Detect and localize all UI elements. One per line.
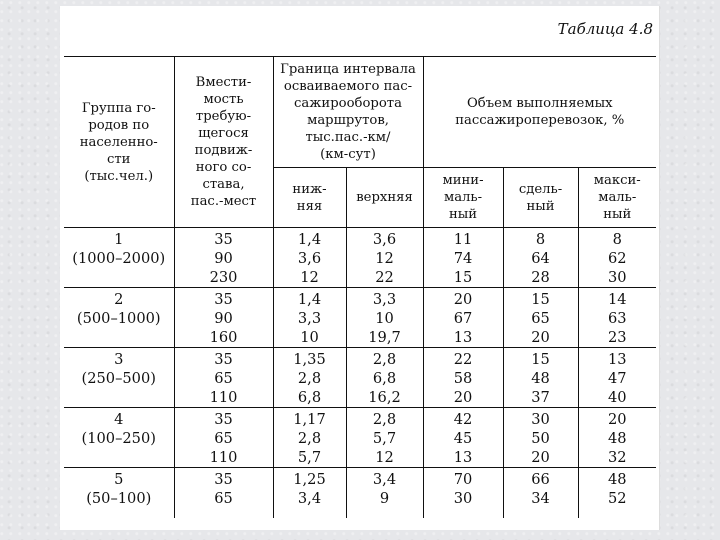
cell-line: 65: [214, 370, 233, 387]
cell-line: 9: [379, 490, 390, 507]
cell-line: пассажироперевозок, %: [455, 113, 625, 128]
cell-line: (250–500): [81, 370, 156, 387]
cell-line: маршрутов,: [307, 113, 389, 128]
cell-max: [578, 348, 656, 408]
cell-line: 28: [531, 269, 550, 286]
cell-line: 2,8: [297, 430, 322, 447]
cell-line: 5: [114, 471, 124, 488]
cell-line: 12: [375, 449, 394, 466]
cell-lower: [273, 408, 346, 468]
cell-line: пас.-мест: [190, 194, 257, 209]
cell-group: [64, 468, 174, 518]
cell-line: 230: [209, 269, 238, 286]
cell-line: ный: [526, 198, 555, 214]
cell-min: [423, 228, 503, 288]
cell-line: 110: [209, 449, 238, 466]
cell-line: 12: [375, 250, 394, 267]
header-group: [64, 57, 174, 228]
cell-line: ного со-: [195, 160, 252, 175]
cell-capacity: [174, 288, 273, 348]
cell-line: 70: [453, 471, 473, 488]
cell-line: верхняя: [356, 190, 413, 205]
cell-upper: [346, 288, 423, 348]
cell-capacity: [174, 408, 273, 468]
cell-group: [64, 228, 174, 288]
cell-line: 66: [531, 471, 550, 488]
cell-group: [64, 348, 174, 408]
cell-line: 1,4: [297, 291, 322, 308]
cell-line: ный: [448, 207, 478, 222]
table-row: [64, 288, 656, 348]
cell-share: [503, 288, 578, 348]
table-row: [64, 468, 656, 518]
cell-line: 58: [453, 370, 473, 387]
cell-group: [64, 288, 174, 348]
cell-max: [578, 288, 656, 348]
cell-line: 3,3: [297, 310, 322, 327]
cell-line: Вмести-: [195, 75, 252, 90]
cell-line: (тыс.чел.): [84, 168, 154, 184]
cell-line: 160: [209, 329, 238, 346]
cell-line: 20: [531, 449, 550, 466]
cell-line: требую-: [195, 109, 252, 124]
cell-min: [423, 408, 503, 468]
cell-line: 6,8: [372, 370, 397, 387]
cell-line: 35: [214, 471, 233, 488]
cell-share: [503, 468, 578, 518]
cell-line: осваиваемого пас-: [283, 79, 413, 94]
cell-line: 67: [453, 310, 473, 327]
cell-line: 110: [209, 389, 238, 406]
cell-line: ниж-: [292, 181, 327, 197]
cell-line: 65: [214, 490, 233, 507]
cell-line: (50–100): [86, 490, 152, 507]
cell-line: 15: [453, 269, 473, 286]
cell-line: населенно-: [79, 134, 158, 150]
cell-line: ный: [603, 207, 632, 222]
table-row: [64, 348, 656, 408]
cell-capacity: [174, 348, 273, 408]
cell-line: 3,4: [297, 490, 322, 507]
cell-line: 34: [531, 490, 550, 507]
cell-capacity: [174, 468, 273, 518]
cell-line: 63: [607, 310, 627, 327]
cell-line: 22: [375, 269, 394, 286]
cell-line: щегося: [198, 126, 249, 141]
cell-line: маль-: [443, 190, 483, 205]
header-lower: [273, 168, 346, 228]
cell-line: 3,6: [372, 231, 397, 248]
cell-line: 48: [607, 430, 627, 447]
cell-line: (500–1000): [76, 310, 161, 327]
cell-max: [578, 408, 656, 468]
cell-line: 65: [531, 310, 550, 327]
cell-max: [578, 228, 656, 288]
cell-lower: [273, 348, 346, 408]
cell-line: 20: [607, 411, 627, 428]
cell-line: 22: [453, 351, 473, 368]
cell-line: 42: [453, 411, 473, 428]
cell-line: 8: [535, 231, 546, 248]
cell-line: 2,8: [372, 351, 397, 368]
cell-line: 3,4: [372, 471, 397, 488]
cell-share: [503, 348, 578, 408]
cell-min: [423, 288, 503, 348]
cell-upper: [346, 468, 423, 518]
cell-line: 52: [607, 490, 627, 507]
header-volume: [423, 57, 656, 168]
cell-line: подвиж-: [194, 143, 253, 158]
cell-line: става,: [202, 177, 245, 192]
cell-line: 37: [531, 389, 550, 406]
header-max: [578, 168, 656, 228]
cell-upper: [346, 408, 423, 468]
cell-line: 15: [531, 351, 550, 368]
cell-line: 15: [531, 291, 550, 308]
cell-line: 48: [607, 471, 627, 488]
cell-line: 90: [214, 310, 233, 327]
cell-share: [503, 408, 578, 468]
cell-line: 20: [453, 389, 473, 406]
cell-line: 62: [607, 250, 627, 267]
cell-lower: [273, 228, 346, 288]
cell-line: 13: [607, 351, 627, 368]
cell-line: родов по: [88, 117, 150, 133]
cell-line: 45: [453, 430, 473, 447]
cell-line: 14: [607, 291, 627, 308]
cell-line: 47: [607, 370, 627, 387]
cell-lower: [273, 468, 346, 518]
cell-line: 4: [114, 411, 124, 428]
cell-upper: [346, 348, 423, 408]
cell-line: 32: [607, 449, 627, 466]
cell-line: тыс.пас.-км/: [305, 130, 391, 145]
cell-line: мини-: [442, 173, 484, 188]
cell-line: 50: [531, 430, 550, 447]
cell-line: 1,4: [297, 231, 322, 248]
cell-line: 12: [300, 269, 319, 286]
cell-line: 8: [612, 231, 622, 248]
cell-line: 2,8: [297, 370, 322, 387]
cell-line: маль-: [598, 190, 637, 205]
cell-line: 5,7: [372, 430, 397, 447]
cell-line: 90: [214, 250, 233, 267]
cell-line: (1000–2000): [72, 250, 166, 267]
data-table: [64, 56, 656, 518]
cell-line: 13: [453, 449, 473, 466]
cell-line: Группа го-: [81, 100, 156, 116]
cell-line: 2,8: [372, 411, 397, 428]
header-capacity: [174, 57, 273, 228]
cell-line: 16,2: [368, 389, 401, 406]
cell-min: [423, 348, 503, 408]
cell-line: 30: [607, 269, 627, 286]
cell-line: 3,6: [297, 250, 322, 267]
cell-line: (км-сут): [320, 147, 376, 162]
cell-min: [423, 468, 503, 518]
cell-line: 19,7: [368, 329, 401, 346]
document-page: [60, 6, 660, 530]
cell-capacity: [174, 228, 273, 288]
cell-line: 74: [453, 250, 473, 267]
cell-line: макси-: [593, 173, 641, 188]
cell-line: 35: [214, 291, 233, 308]
header-interval: [273, 57, 423, 168]
cell-line: 3,3: [372, 291, 397, 308]
cell-line: 6,8: [297, 389, 322, 406]
cell-line: 20: [453, 291, 473, 308]
cell-line: 1,35: [293, 351, 326, 368]
cell-max: [578, 468, 656, 518]
cell-line: 10: [375, 310, 394, 327]
cell-line: 48: [531, 370, 550, 387]
cell-line: 1,17: [293, 411, 326, 428]
cell-share: [503, 228, 578, 288]
cell-line: 23: [607, 329, 627, 346]
cell-line: 1: [114, 231, 124, 248]
cell-line: 64: [531, 250, 550, 267]
cell-line: 2: [114, 291, 124, 308]
cell-line: 35: [214, 411, 233, 428]
cell-line: мость: [203, 92, 244, 107]
header-min: [423, 168, 503, 228]
table-row: [64, 228, 656, 288]
header-upper: [346, 168, 423, 228]
cell-line: 65: [214, 430, 233, 447]
cell-lower: [273, 288, 346, 348]
cell-line: сажирооборота: [294, 96, 402, 111]
cell-line: 40: [607, 389, 627, 406]
cell-upper: [346, 228, 423, 288]
cell-line: 35: [214, 351, 233, 368]
cell-line: 1,25: [293, 471, 326, 488]
table-caption: Таблица 4.8: [557, 20, 653, 38]
cell-line: 5,7: [297, 449, 322, 466]
cell-line: Граница интервала: [280, 62, 416, 77]
cell-line: сти: [107, 151, 131, 167]
cell-line: няя: [296, 198, 323, 214]
cell-line: 30: [531, 411, 550, 428]
cell-line: 20: [531, 329, 550, 346]
cell-line: сдель-: [518, 181, 563, 197]
cell-line: 13: [453, 329, 473, 346]
cell-line: 30: [453, 490, 473, 507]
cell-line: 11: [453, 231, 473, 248]
header-share: [503, 168, 578, 228]
cell-group: [64, 408, 174, 468]
cell-line: (100–250): [81, 430, 156, 447]
table-row: [64, 408, 656, 468]
cell-line: 35: [214, 231, 233, 248]
cell-line: Объем выполняемых: [467, 96, 613, 111]
cell-line: 3: [114, 351, 124, 368]
cell-line: 10: [300, 329, 319, 346]
